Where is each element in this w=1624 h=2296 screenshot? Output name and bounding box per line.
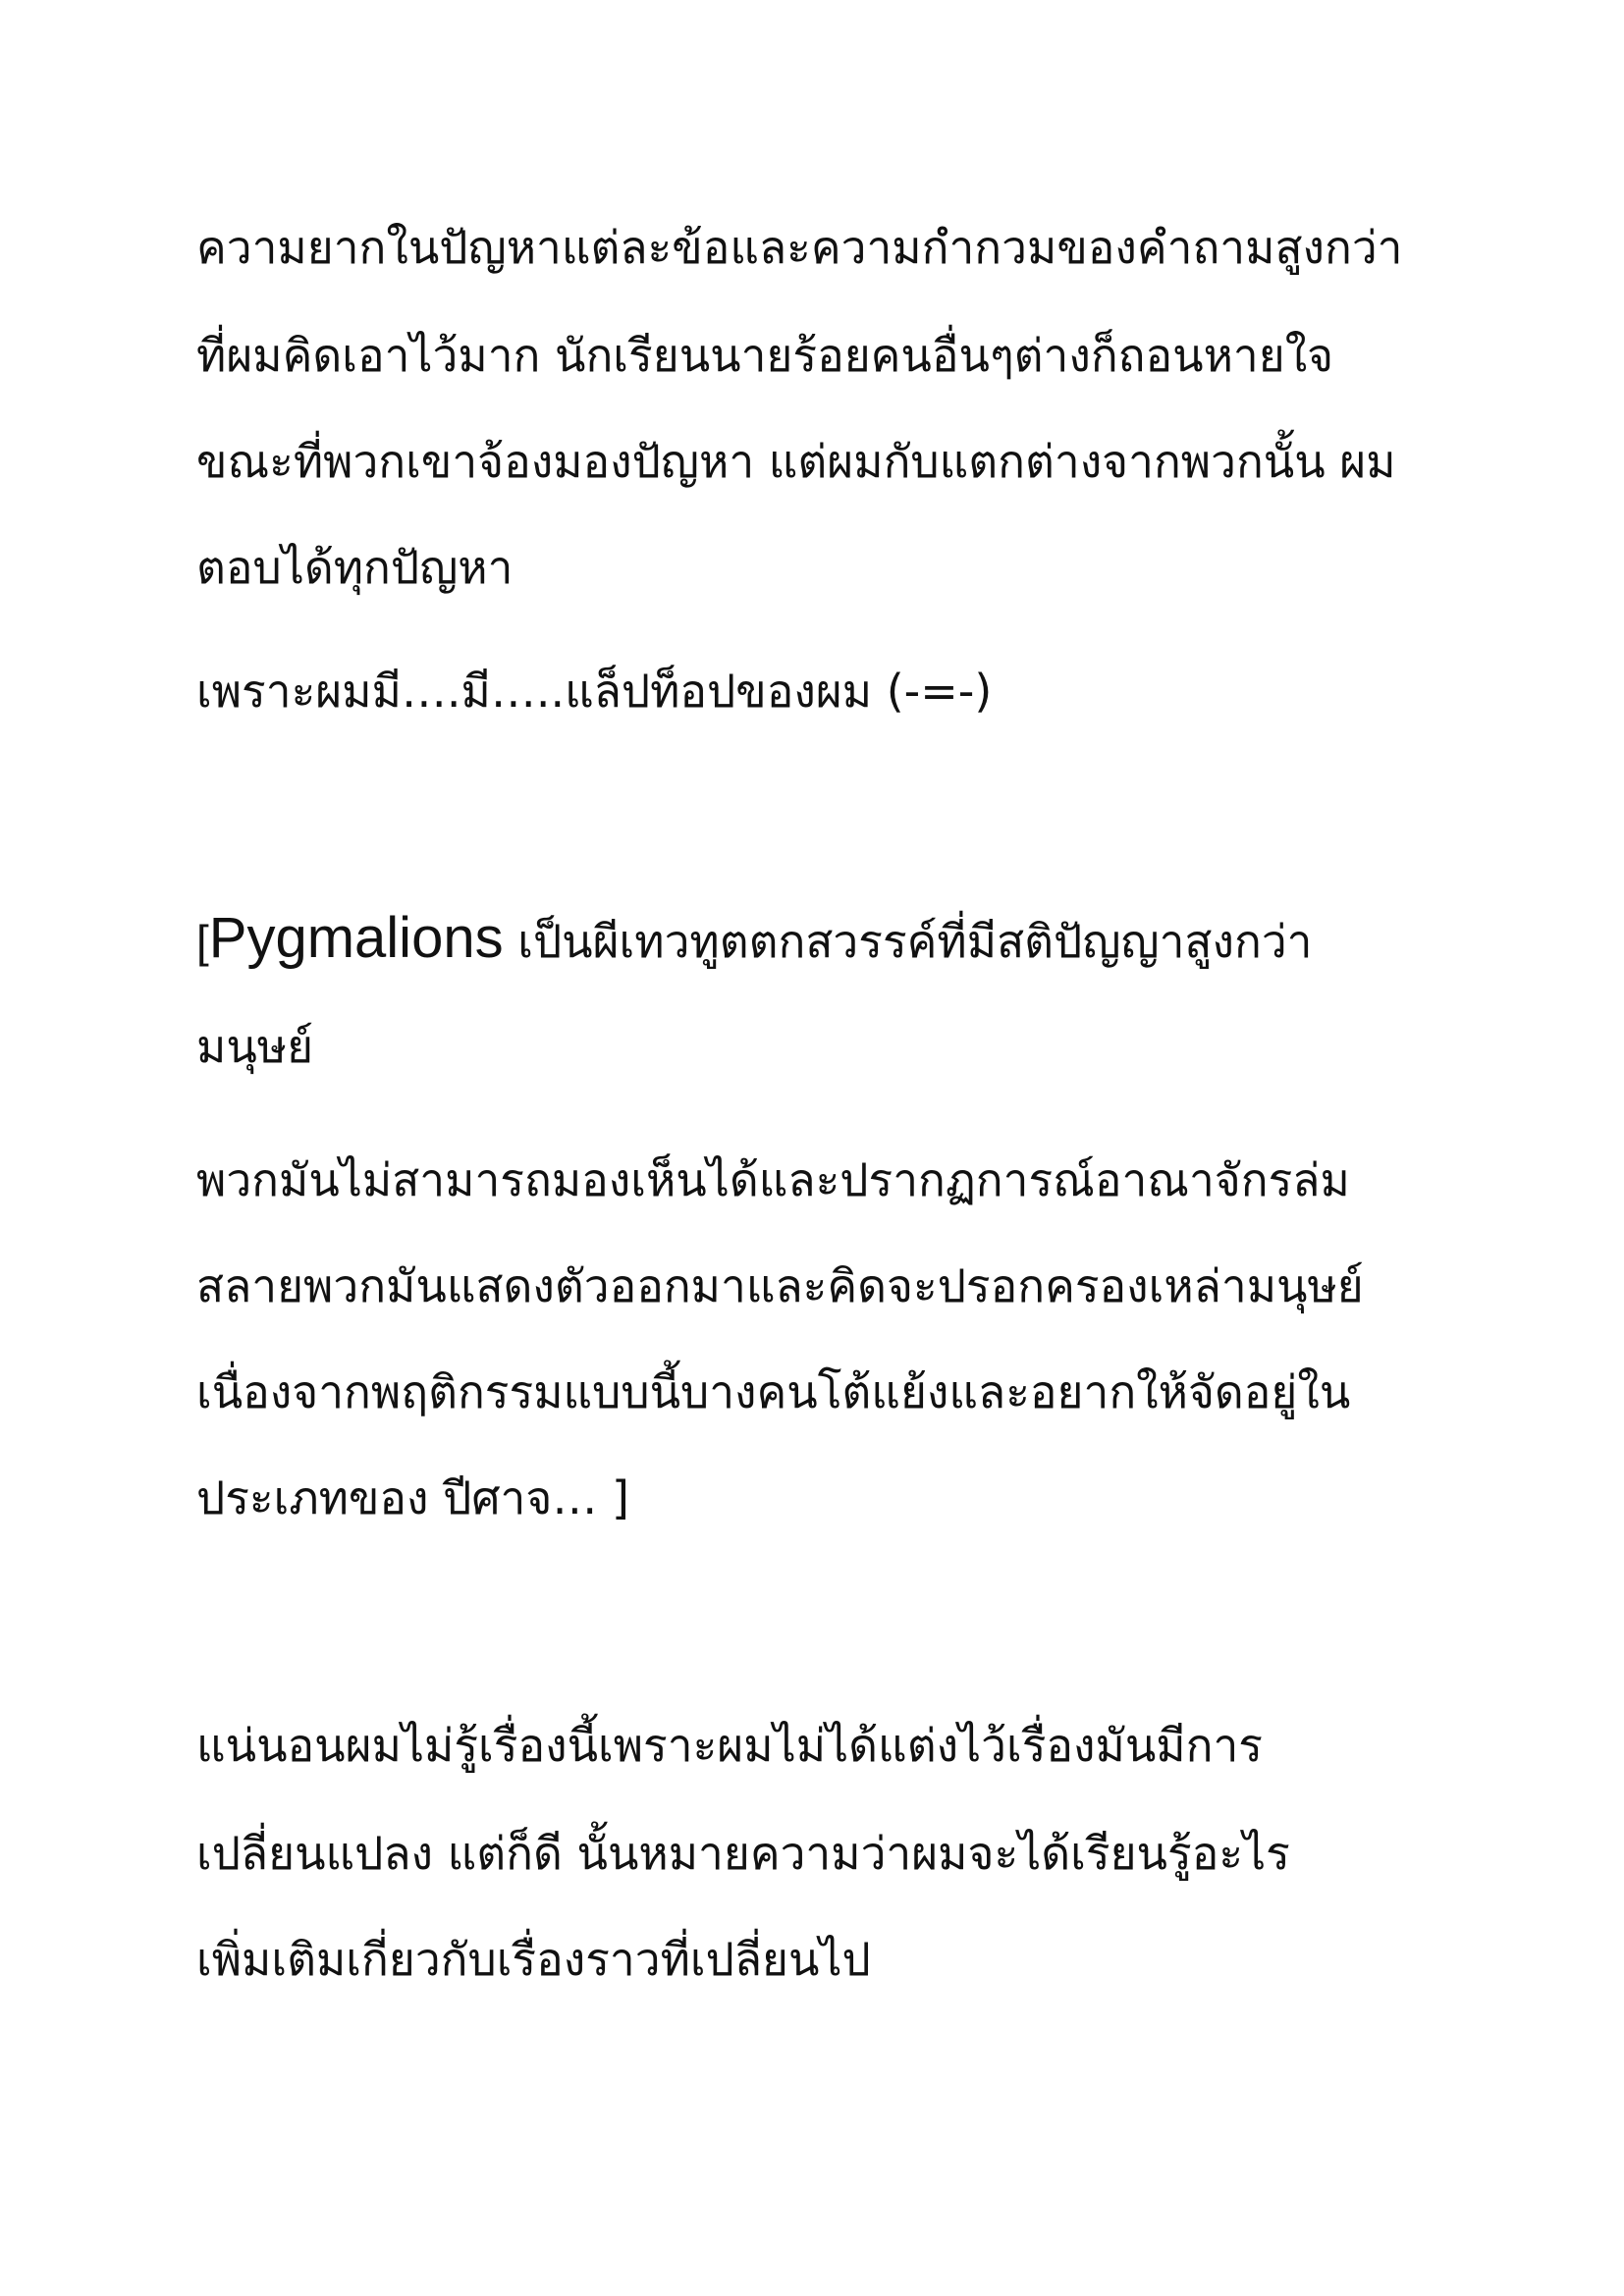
paragraph-1-line-1: ความยากในปัญหาแต่ละข้อและความกำกวมของคำถามสูงกว่า bbox=[196, 221, 1403, 274]
note-line-1 bbox=[196, 906, 1313, 971]
note-body-line-2: สลายพวกมันแสดงตัวออกมาและคิดจะปรอกครองเหล่ามนุษย์ bbox=[196, 1259, 1364, 1312]
paragraph-1-line-3: ขณะที่พวกเขาจ้องมองปัญหา แต่ผมกับแตกต่างจากพวกนั้น ผม bbox=[196, 435, 1396, 488]
paragraph-1-line-4: ตอบได้ทุกปัญหา bbox=[196, 541, 514, 594]
note-body-line-1: พวกมันไม่สามารถมองเห็นได้และปรากฏการณ์อาณาจักรล่ม bbox=[196, 1153, 1350, 1206]
note-body-line-4: ประเภทของ ปีศาจ… ] bbox=[196, 1471, 629, 1524]
note-body-line-3: เนื่องจากพฤติกรรมแบบนี้บางคนโต้แย้งและอยากให้จัดอยู่ใน bbox=[196, 1365, 1351, 1418]
paragraph-2-line-1: เพราะผมมี….มี…..แล็ปท็อปของผม (-=-) bbox=[196, 665, 993, 718]
note-term: Pygmalions bbox=[208, 906, 504, 970]
paragraph-3-line-1: แน่นอนผมไม่รู้เรื่องนี้เพราะผมไม่ได้แต่งไว้เรื่องมันมีการ bbox=[196, 1719, 1263, 1772]
paragraph-3-line-2: เปลี่ยนแปลง แต่ก็ดี นั้นหมายความว่าผมจะได้เรียนรู้อะไร bbox=[196, 1827, 1290, 1880]
paragraph-3-line-3: เพิ่มเติมเกี่ยวกับเรื่องราวที่เปลี่ยนไป bbox=[196, 1933, 871, 1986]
note-line-2: มนุษย์ bbox=[196, 1020, 314, 1073]
paragraph-1-line-2: ที่ผมคิดเอาไว้มาก นักเรียนนายร้อยคนอื่นๆต่างก็ถอนหายใจ bbox=[196, 329, 1334, 382]
note-open-bracket: [ bbox=[196, 916, 209, 967]
note-line-1-rest: เป็นผีเทวทูตตกสวรรค์ที่มีสติปัญญาสูงกว่า bbox=[503, 915, 1313, 968]
